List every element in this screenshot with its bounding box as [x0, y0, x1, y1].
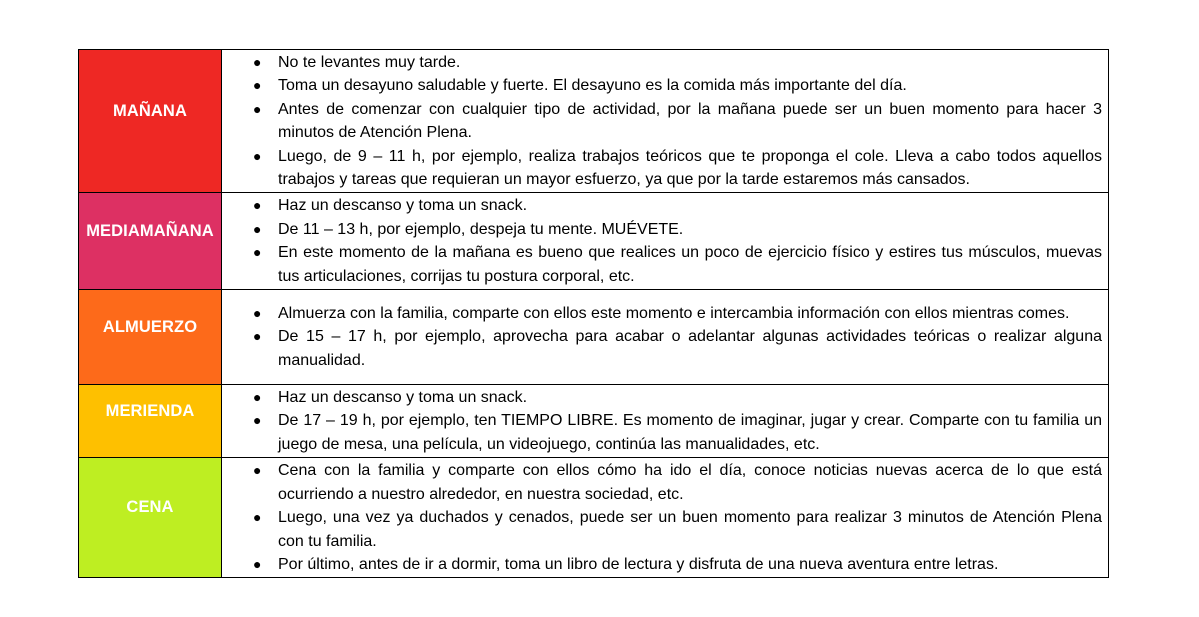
- list-item: ● Haz un descanso y toma un snack.: [80, 194, 1102, 217]
- bullet-icon: ●: [253, 304, 262, 321]
- bullet-icon: ●: [253, 100, 262, 117]
- list-item: ● Almuerza con la familia, comparte con ellos este momento e intercambia información con ellos mientras comes.: [80, 302, 1102, 325]
- bullet-icon: ●: [253, 509, 262, 526]
- schedule-row-cena: [79, 458, 1109, 578]
- bullet-list: [222, 194, 1102, 288]
- bullet-icon: ●: [253, 244, 262, 261]
- bullet-list: [222, 302, 1102, 372]
- list-item: ● Luego, una vez ya duchados y cenados, puede ser un buen momento para realizar 3 minutos de Atención Plena con tu familia.: [80, 506, 1102, 553]
- list-item: ● No te levantes muy tarde.: [80, 51, 1102, 74]
- bullet-icon: ●: [253, 197, 262, 214]
- schedule-row-manana: [79, 50, 1109, 193]
- period-label: ALMUERZO: [102, 317, 198, 336]
- list-item: ● Por último, antes de ir a dormir, toma un libro de lectura y disfruta de una nueva aventura entre letras.: [80, 553, 1102, 576]
- bullet-icon: ●: [253, 328, 262, 345]
- bullet-icon: ●: [253, 147, 262, 164]
- list-item: ● De 11 – 13 h, por ejemplo, despeja tu mente. MUÉVETE.: [80, 218, 1102, 241]
- list-item: ● Luego, de 9 – 11 h, por ejemplo, realiza trabajos teóricos que te proponga el cole. Lleva a cabo todos aquellos trabajos y tareas que requieran un mayor esfuerzo, ya que por la tarde estaremos más cansados.: [80, 145, 1102, 192]
- list-item: ● Haz un descanso y toma un snack.: [80, 386, 1102, 409]
- content-cell-merienda: [222, 385, 1109, 458]
- daily-schedule-table: [78, 49, 1109, 578]
- content-cell-cena: [222, 458, 1109, 578]
- bullet-list: [222, 386, 1102, 456]
- period-label: CENA: [126, 498, 174, 517]
- list-item: ● De 17 – 19 h, por ejemplo, ten TIEMPO LIBRE. Es momento de imaginar, jugar y crear. Comparte con tu familia un juego de mesa, una película, un videojuego, continúa las manualidades, etc.: [80, 409, 1102, 456]
- content-cell-manana: [222, 50, 1109, 193]
- list-item: ● En este momento de la mañana es bueno que realices un poco de ejercicio físico y estires tus músculos, muevas tus articulaciones, corrijas tu postura corporal, etc.: [80, 241, 1102, 288]
- period-label: MAÑANA: [113, 101, 187, 120]
- content-cell-almuerzo: [222, 290, 1109, 385]
- period-label: MERIENDA: [105, 401, 195, 420]
- list-item: ● Toma un desayuno saludable y fuerte. El desayuno es la comida más importante del día.: [80, 74, 1102, 97]
- bullet-icon: ●: [253, 555, 262, 572]
- bullet-list: [222, 459, 1102, 576]
- bullet-icon: ●: [253, 462, 262, 479]
- bullet-icon: ●: [253, 412, 262, 429]
- schedule-row-almuerzo: [79, 290, 1109, 385]
- bullet-icon: ●: [253, 220, 262, 237]
- schedule-row-mediamanana: [79, 193, 1109, 290]
- list-item: ● Antes de comenzar con cualquier tipo de actividad, por la mañana puede ser un buen momento para hacer 3 minutos de Atención Plena.: [80, 98, 1102, 145]
- bullet-icon: ●: [253, 389, 262, 406]
- schedule-row-merienda: [79, 385, 1109, 458]
- list-item: ● Cena con la familia y comparte con ellos cómo ha ido el día, conoce noticias nuevas acerca de lo que está ocurriendo a nuestro alrededor, en nuestra sociedad, etc.: [80, 459, 1102, 506]
- bullet-icon: ●: [253, 77, 262, 94]
- list-item: ● De 15 – 17 h, por ejemplo, aprovecha para acabar o adelantar algunas actividades teóricas o realizar alguna manualidad.: [80, 325, 1102, 372]
- content-cell-mediamanana: [222, 193, 1109, 290]
- bullet-list: [222, 51, 1102, 191]
- period-label: MEDIAMAÑANA: [86, 221, 214, 240]
- bullet-icon: ●: [253, 54, 262, 70]
